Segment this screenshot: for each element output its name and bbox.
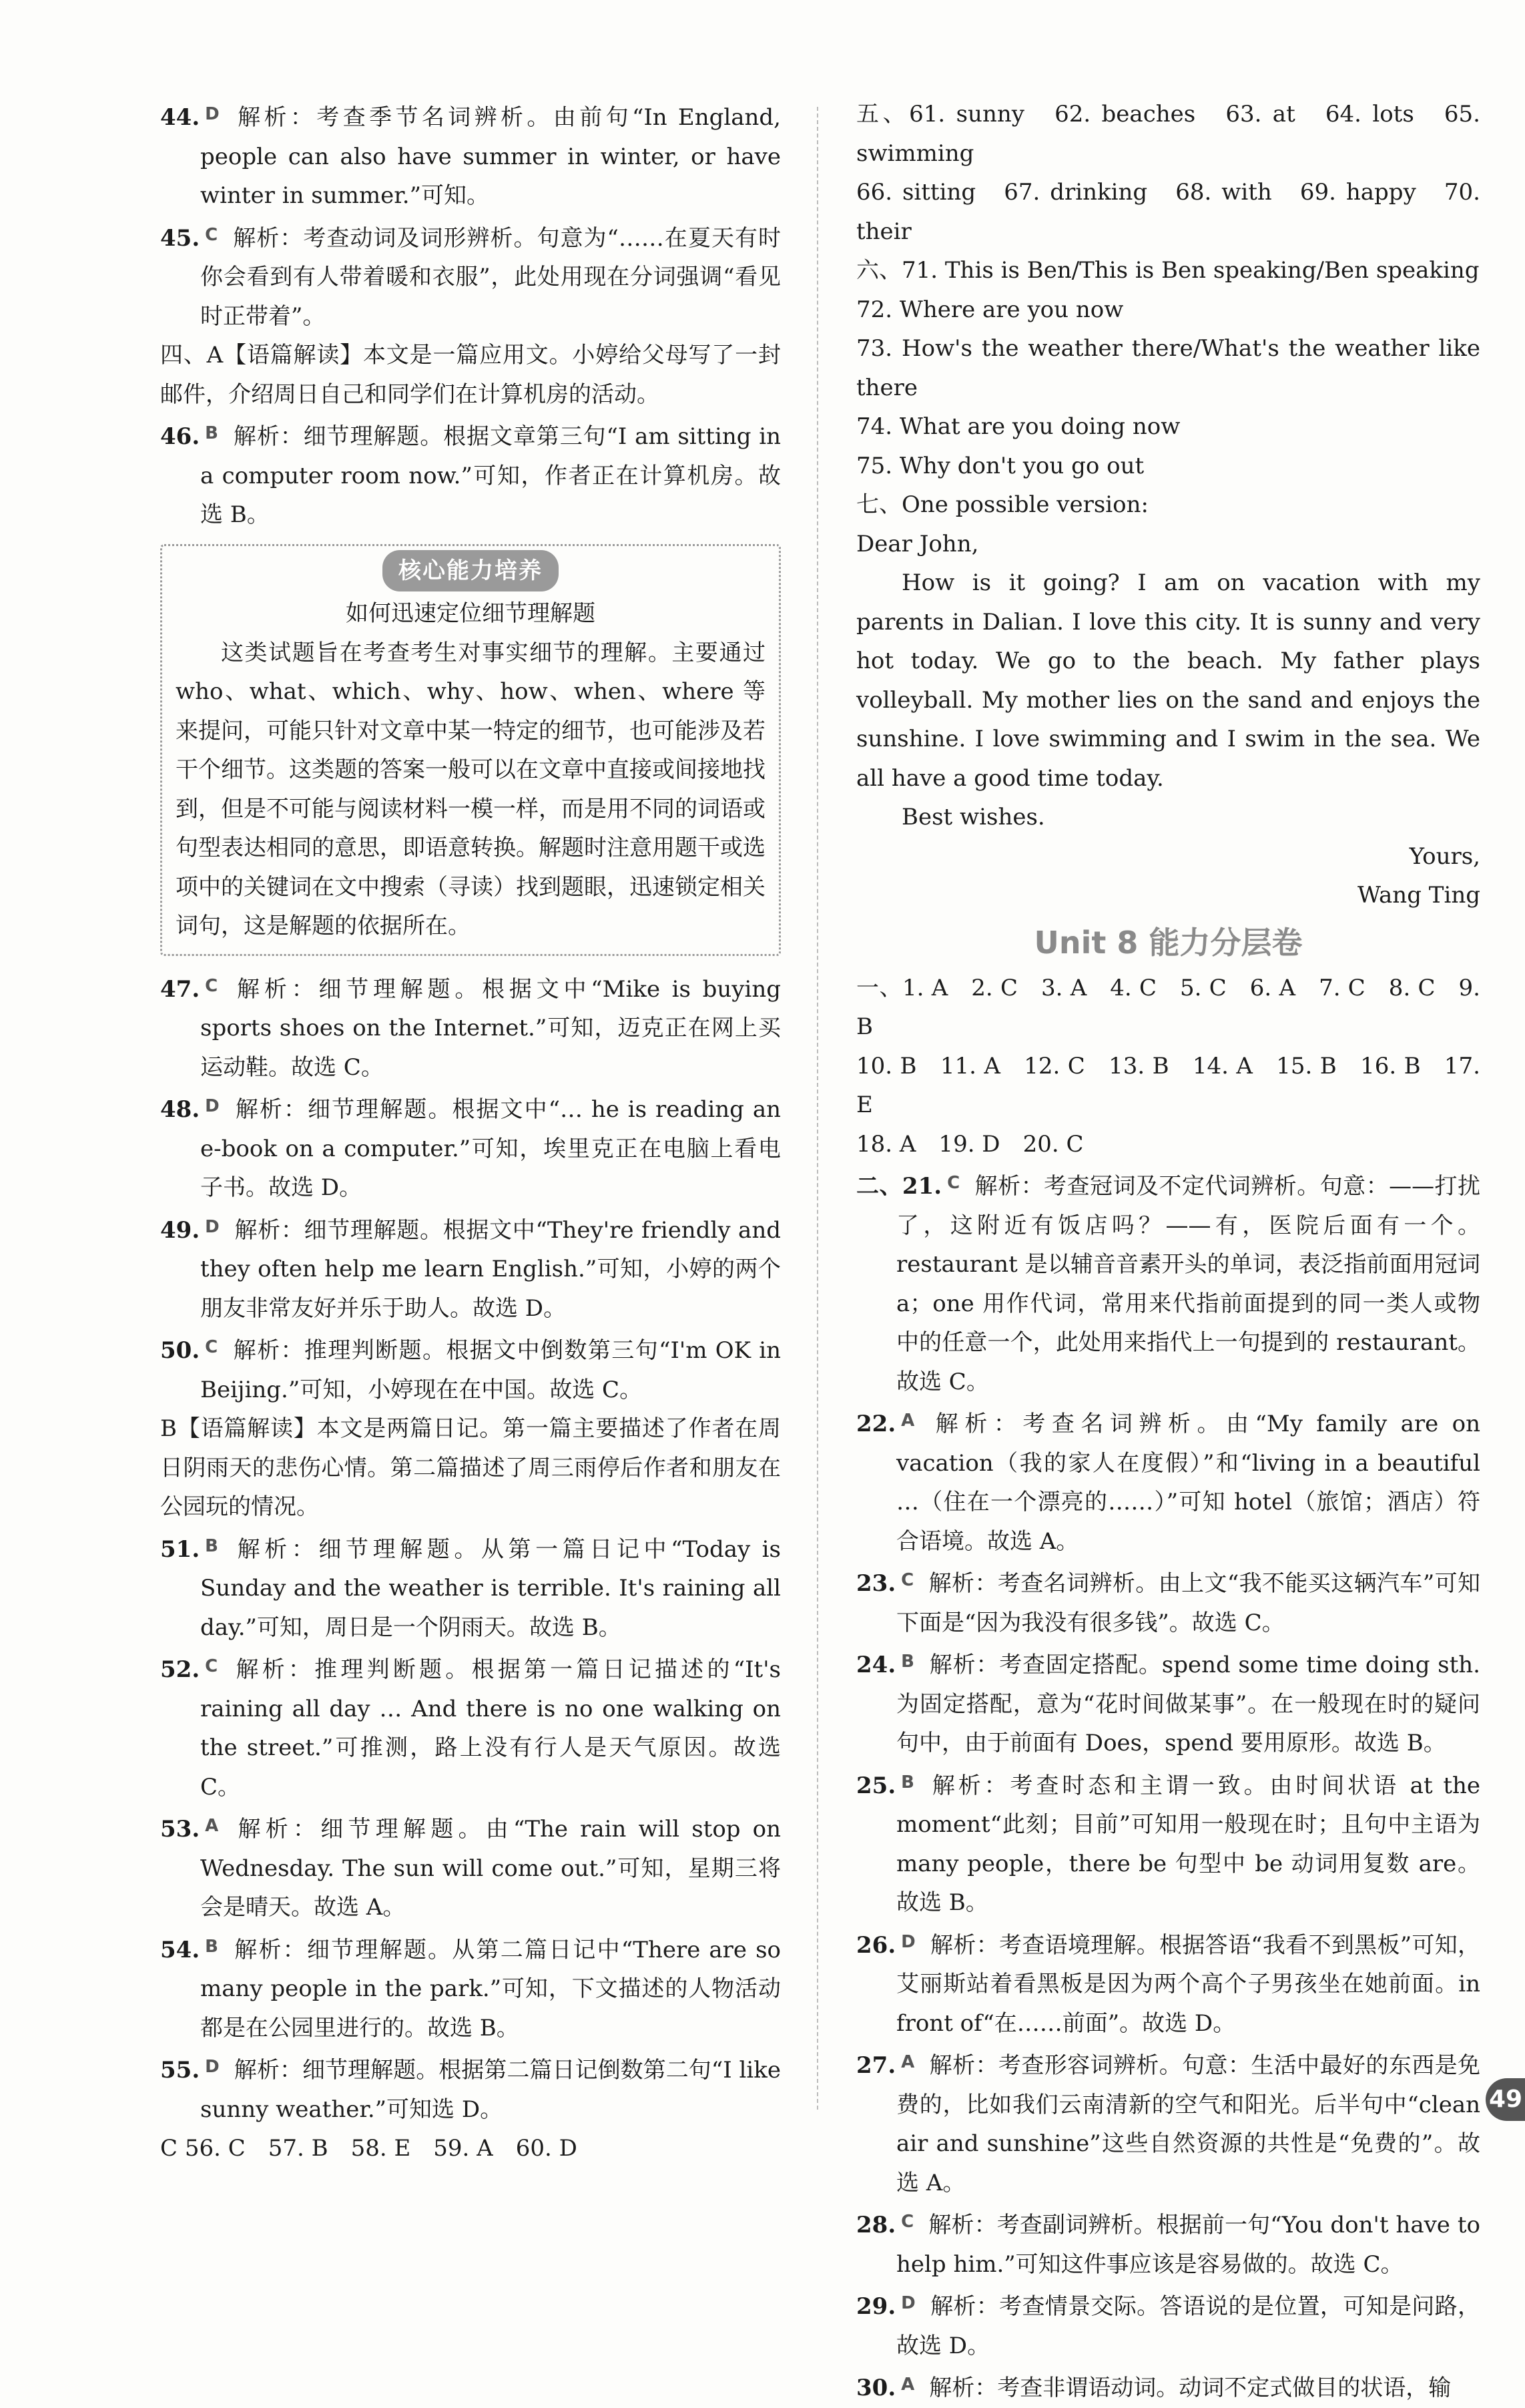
- answer-50: 50. $^C$ 解析：推理判断题。根据文中倒数第三句“I'm OK in Beijing.”可知，小婷现在在中国。故选 C。: [160, 1337, 781, 1403]
- section-1-line-2: 10. B 11. A 12. C 13. B 14. A 15. B 16. B 17. E: [856, 1052, 1480, 1118]
- section-6-line-4: 74. What are you doing now: [856, 413, 1181, 440]
- section-4-intro: 四、A【语篇解读】本文是一篇应用文。小婷给父母写了一封邮件，介绍周日自己和同学们在计算机房的活动。: [160, 342, 781, 408]
- answer-48: 48. $^D$ 解析：细节理解题。根据文中“… he is reading an e-book on a computer.”可知，埃里克正在电脑上看电子书。故选 D。: [160, 1096, 781, 1201]
- right-column: [856, 95, 1480, 2408]
- core-skill-title: 如何迅速定位细节理解题: [346, 600, 595, 627]
- section-b-intro: B【语篇解读】本文是两篇日记。第一篇主要描述了作者在周日阴雨天的悲伤心情。第二篇描述了周三雨停后作者和朋友在公园玩的情况。: [160, 1415, 781, 1520]
- answer-30: 30. $^A$ 解析：考查非谓语动词。动词不定式做目的状语，输: [856, 2375, 1452, 2401]
- answer-53: 53. $^A$ 解析：细节理解题。由“The rain will stop on Wednesday. The sun will come out.”可知，星期三将会是晴天。故选 A。: [160, 1816, 781, 1921]
- core-skill-box: [160, 544, 781, 956]
- section-6-line-5: 75. Why don't you go out: [856, 452, 1145, 479]
- column-divider: [817, 107, 818, 2110]
- left-column: [160, 95, 781, 2168]
- answer-44: 44. $^D$ 解析：考查季节名词辨析。由前句“In England, people can also have summer in winter, or have winter in summer.”可知。: [160, 104, 781, 209]
- answer-55: 55. $^D$ 解析：细节理解题。根据第二篇日记倒数第二句“I like sunny weather.”可知选 D。: [160, 2057, 781, 2123]
- letter-closing: Best wishes.: [902, 804, 1045, 830]
- letter-body: How is it going? I am on vacation with my parents in Dalian. I love this city. It is sunny and very hot today. We go to the beach. My father plays volleyball. My mother lies on the sand and enjoys the sunshine. I love swimming and I swim in the sea. We all have a good time today.: [856, 569, 1480, 792]
- answer-47: 47. $^C$ 解析：细节理解题。根据文中“Mike is buying sports shoes on the Internet.”可知，迈克正在网上买运动鞋。故选 C。: [160, 975, 781, 1081]
- answers-56-60: C 56. C 57. B 58. E 59. A 60. D: [160, 2135, 577, 2162]
- core-skill-body: 这类试题旨在考查考生对事实细节的理解。主要通过 who、what、which、why、how、when、where 等来提问，可能只针对文章中某一特定的细节，也可能涉及若干个细节。这类题的答案一般可以在文章中直接或间接地找到，但是不可能与阅读材料一模一样，而是用不同的词语或句型表达相同的意思，即语意转换。解题时注意用题干或选项中的关键词在文中搜索（寻读）找到题眼，迅速锁定相关词句，这是解题的依据所在。: [176, 639, 766, 939]
- answer-52: 52. $^C$ 解析：推理判断题。根据第一篇日记描述的“It's raining all day … And there is no one walking on the street.”可推测，路上没有行人是天气原因。故选 C。: [160, 1656, 781, 1800]
- letter-yours: Yours,: [1409, 842, 1480, 870]
- section-1-line-1: 一、1. A 2. C 3. A 4. C 5. C 6. A 7. C 8. C 9. B: [856, 974, 1480, 1040]
- core-skill-badge: 核心能力培养: [382, 550, 559, 592]
- section-6-line-2: 72. Where are you now: [856, 296, 1124, 323]
- section-6-line-3: 73. How's the weather there/What's the weather like there: [856, 335, 1480, 401]
- answer-45: 45. $^C$ 解析：考查动词及词形辨析。句意为“……在夏天有时你会看到有人带着暖和衣服”，此处用现在分词强调“看见时正带着”。: [160, 224, 781, 330]
- answer-25: 25. $^B$ 解析：考查时态和主谓一致。由时间状语 at the moment“此刻；目前”可知用一般现在时；且句中主语为 many people，there be 句型中 be 动词用复数 are。故选 B。: [856, 1772, 1480, 1916]
- section-6-line-1: 六、71. This is Ben/This is Ben speaking/Ben speaking: [856, 257, 1480, 284]
- section-5-line-1: 五、61. sunny 62. beaches 63. at 64. lots 65. swimming: [856, 101, 1480, 167]
- letter-signature: Wang Ting: [1357, 882, 1480, 909]
- answer-46: 46. $^B$ 解析：细节理解题。根据文章第三句“I am sitting in a computer room now.”可知，作者正在计算机房。故选 B。: [160, 423, 781, 528]
- answer-51: 51. $^B$ 解析：细节理解题。从第一篇日记中“Today is Sunday and the weather is terrible. It's raining all day.”可知，周日是一个阴雨天。故选 B。: [160, 1535, 781, 1641]
- answer-27: 27. $^A$ 解析：考查形容词辨析。句意：生活中最好的东西是免费的，比如我们云南清新的空气和阳光。后半句中“clean air and sunshine”这些自然资源的共性是“免费的”。故选 A。: [856, 2052, 1480, 2196]
- answer-54: 54. $^B$ 解析：细节理解题。从第二篇日记中“There are so many people in the park.”可知，下文描述的人物活动都是在公园里进行的。故选 B。: [160, 1936, 781, 2041]
- answer-49: 49. $^D$ 解析：细节理解题。根据文中“They're friendly and they often help me learn English.”可知，小婷的两个朋友非常友好并乐于助人。故选 D。: [160, 1216, 781, 1322]
- page-number: 49: [1486, 2078, 1525, 2121]
- answer-23: 23. $^C$ 解析：考查名词辨析。由上文“我不能买这辆汽车”可知下面是“因为我没有很多钱”。故选 C。: [856, 1570, 1480, 1636]
- answer-21: 二、21. $^C$ 解析：考查冠词及不定代词辨析。句意：——打扰了，这附近有饭店吗？——有，医院后面有一个。restaurant 是以辅音音素开头的单词，表泛指前面用冠词 a；one 用作代词，常用来代指前面提到的同一类人或物中的任意一个，此处用来指代上一句提到的 restaurant。故选 C。: [856, 1173, 1481, 1395]
- unit-title: Unit 8 能力分层卷: [1034, 924, 1303, 961]
- section-1-line-3: 18. A 19. D 20. C: [856, 1130, 1084, 1158]
- answer-28: 28. $^C$ 解析：考查副词辨析。根据前一句“You don't have to help him.”可知这件事应该是容易做的。故选 C。: [856, 2212, 1480, 2278]
- section-5-line-2: 66. sitting 67. drinking 68. with 69. happy 70. their: [856, 179, 1480, 245]
- answer-24: 24. $^B$ 解析：考查固定搭配。spend some time doing sth. 为固定搭配，意为“花时间做某事”。在一般现在时的疑问句中，由于前面有 Does，spend 要用原形。故选 B。: [856, 1652, 1480, 1756]
- letter-greeting: Dear John,: [856, 530, 979, 557]
- answer-22: 22. $^A$ 解析：考查名词辨析。由“My family are on vacation（我的家人在度假）”和“living in a beautiful …（住在一个漂亮的……）”可知 hotel（旅馆；酒店）符合语境。故选 A。: [856, 1411, 1480, 1555]
- section-7-heading: 七、One possible version:: [856, 491, 1149, 518]
- answer-26: 26. $^D$ 解析：考查语境理解。根据答语“我看不到黑板”可知，艾丽斯站着看黑板是因为两个高个子男孩坐在她前面。in front of“在……前面”。故选 D。: [856, 1931, 1480, 2037]
- answer-29: 29. $^D$ 解析：考查情景交际。答语说的是位置，可知是问路，故选 D。: [856, 2293, 1480, 2359]
